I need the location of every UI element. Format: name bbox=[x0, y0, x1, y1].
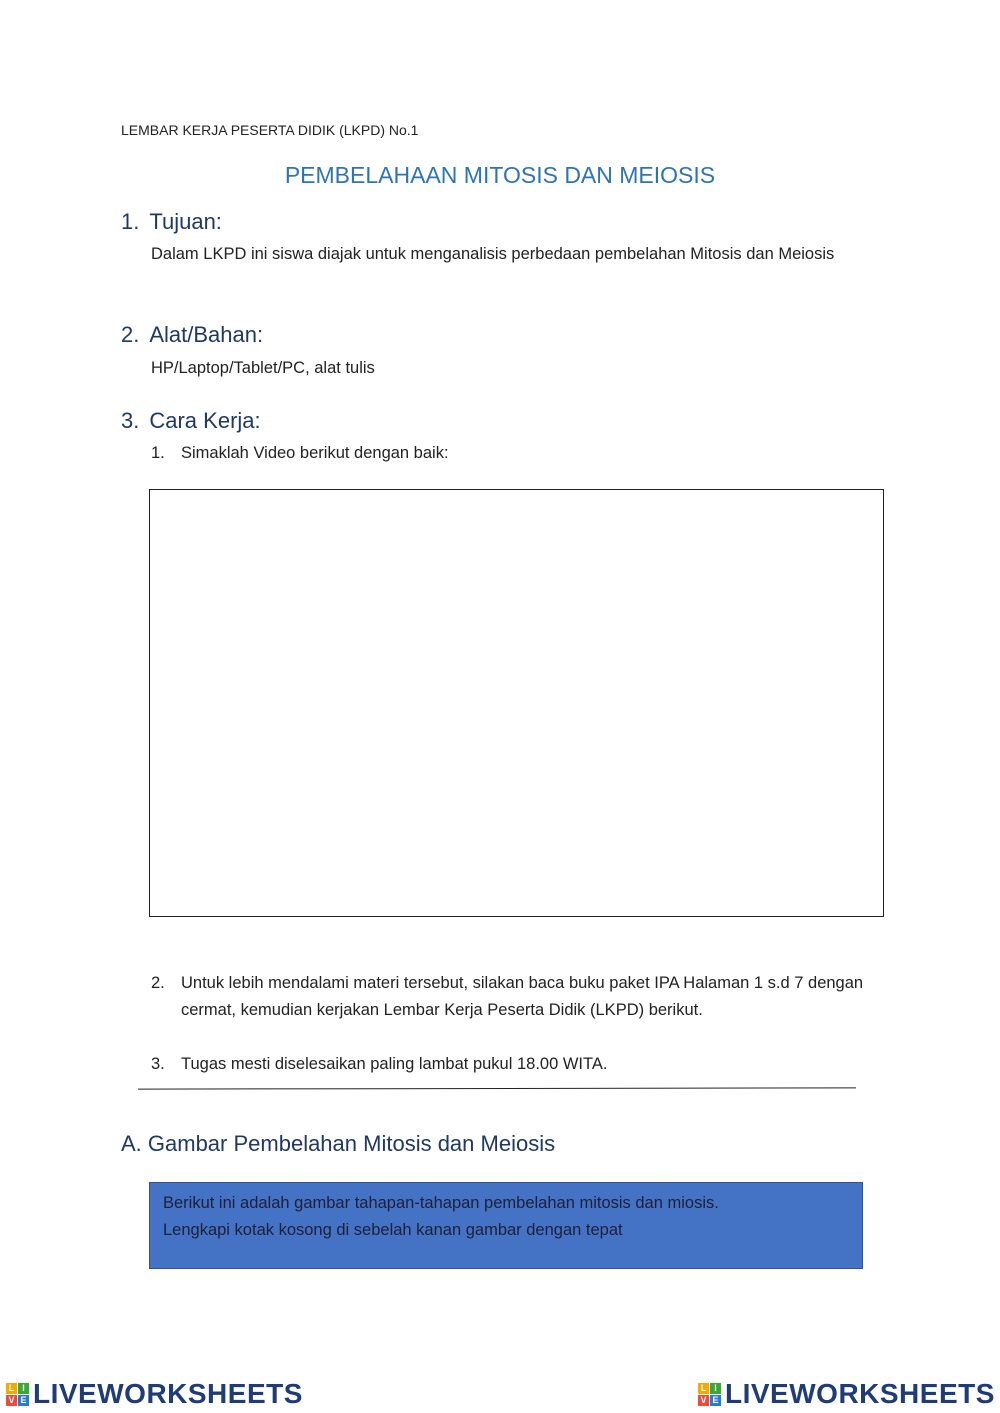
section-heading-alat-bahan bbox=[121, 322, 263, 348]
section-number: 1. bbox=[121, 209, 140, 234]
step-text: Simaklah Video berikut dengan baik: bbox=[181, 444, 449, 462]
instruction-line: Berikut ini adalah gambar tahapan-tahapan pembelahan mitosis dan miosis. bbox=[163, 1194, 719, 1212]
section-heading-cara-kerja bbox=[121, 408, 261, 434]
liveworksheets-logo-left bbox=[6, 1378, 303, 1410]
tujuan-text: Dalam LKPD ini siswa diajak untuk menganalisis perbedaan pembelahan Mitosis dan Meiosis bbox=[151, 245, 835, 263]
instruction-line: Lengkapi kotak kosong di sebelah kanan gambar dengan tepat bbox=[163, 1221, 623, 1239]
step-item bbox=[151, 1051, 607, 1078]
section-number: 3. bbox=[121, 408, 140, 433]
instruction-box bbox=[149, 1182, 863, 1269]
step-number: 2. bbox=[151, 974, 165, 992]
section-label: Alat/Bahan: bbox=[149, 322, 264, 347]
page-title: PEMBELAHAAN MITOSIS DAN MEIOSIS bbox=[284, 162, 716, 188]
video-embed-frame[interactable] bbox=[149, 489, 884, 917]
logo-wordmark: LIVEWORKSHEETS bbox=[33, 1378, 303, 1409]
step-text: Untuk lebih mendalami materi tersebut, silakan baca buku paket IPA Halaman 1 s.d 7 dengan cermat, kemudian kerjakan Lembar Kerja Peserta Didik (LKPD) berikut. bbox=[181, 974, 864, 1019]
logo-letter: E bbox=[18, 1395, 29, 1406]
logo-letter: V bbox=[698, 1395, 709, 1406]
logo-letter: V bbox=[6, 1395, 17, 1406]
step-item bbox=[151, 970, 881, 1024]
logo-letter: I bbox=[18, 1383, 29, 1394]
step-number: 3. bbox=[151, 1055, 165, 1073]
document-header: LEMBAR KERJA PESERTA DIDIK (LKPD) No.1 bbox=[121, 122, 419, 138]
logo-wordmark: LIVEWORKSHEETS bbox=[725, 1378, 995, 1409]
logo-letter: L bbox=[698, 1383, 709, 1394]
logo-letter: L bbox=[6, 1383, 17, 1394]
logo-letter: I bbox=[710, 1383, 721, 1394]
section-a-heading: A. Gambar Pembelahan Mitosis dan Meiosis bbox=[121, 1131, 556, 1156]
step-item bbox=[151, 440, 449, 467]
section-label: Cara Kerja: bbox=[149, 408, 261, 433]
logo-icon bbox=[698, 1383, 721, 1406]
section-heading-tujuan bbox=[121, 209, 222, 235]
step-number: 1. bbox=[151, 444, 165, 462]
section-number: 2. bbox=[121, 322, 140, 347]
liveworksheets-logo-right bbox=[698, 1378, 995, 1410]
logo-icon bbox=[6, 1383, 29, 1406]
logo-letter: E bbox=[710, 1395, 721, 1406]
section-label: Tujuan: bbox=[149, 209, 222, 234]
divider-line bbox=[138, 1087, 856, 1089]
alat-bahan-text: HP/Laptop/Tablet/PC, alat tulis bbox=[151, 359, 375, 377]
step-text: Tugas mesti diselesaikan paling lambat pukul 18.00 WITA. bbox=[181, 1055, 608, 1073]
